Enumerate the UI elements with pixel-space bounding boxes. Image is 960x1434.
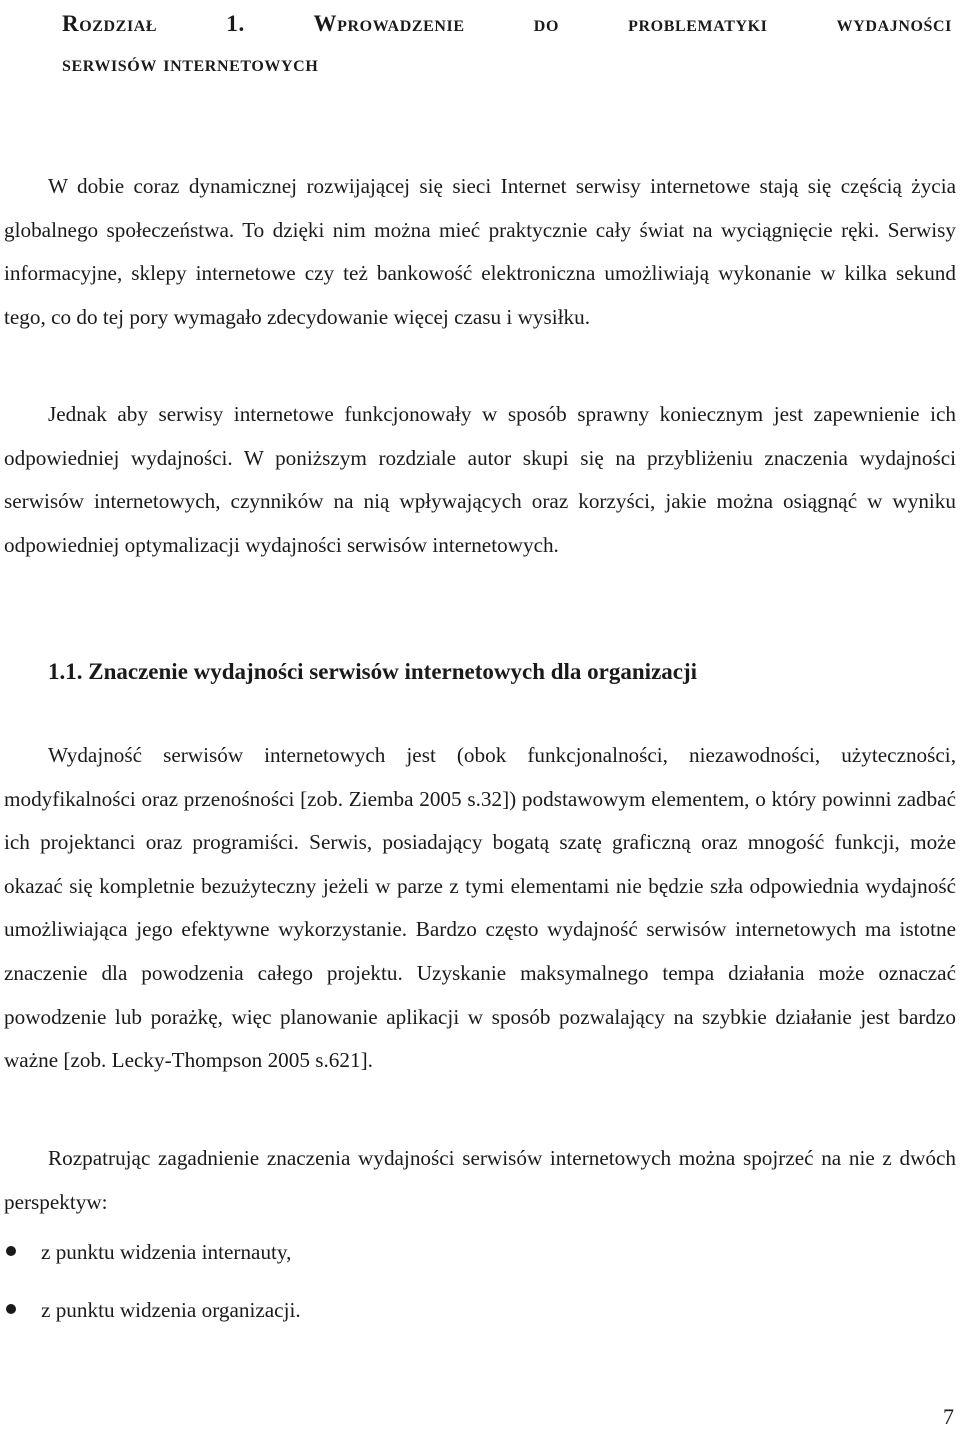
paragraph-intro: W dobie coraz dynamicznej rozwijającej się sieci Internet serwisy internetowe stają się częścią życia globalnego społeczeństwa. To dzięki nim można mieć praktycznie cały świat na wyciągnięcie ręki. Serwisy informacyjne, sklepy internetowe czy też bankowość elektroniczna umożliwiają wykonanie w kilka sekund tego, co do tej pory wymagało zdecydowanie więcej czasu i wysiłku. <box>4 174 956 329</box>
paragraph-chapter-scope: Jednak aby serwisy internetowe funkcjonowały w sposób sprawny koniecznym jest zapewnienie ich odpowiedniej wydajności. W poniższym rozdziale autor skupi się na przybliżeniu znaczenia wydajności serwisów internetowych, czynników na nią wpływających oraz korzyści, jakie można osiągnąć w wyniku odpowiedniej optymalizacji wydajności serwisów internetowych. <box>4 402 956 557</box>
chapter-heading: Rozdział 1. Wprowadzenie do problematyki wydajności <box>62 11 952 36</box>
page-number: 7 <box>943 1404 954 1429</box>
paragraph-performance-importance: Wydajność serwisów internetowych jest (obok funkcjonalności, niezawodności, użyteczności, modyfikalności oraz przenośności [zob. Ziemba 2005 s.32]) podstawowym elementem, o który powinni zadbać ich projektanci oraz programiści. Serwis, posiadający bogatą szatę graficzną oraz mnogość funkcji, może okazać się kompletnie bezużyteczny jeżeli w parze z tymi elementami nie będzie szła odpowiednia wydajność umożliwiająca jego efektywne wykorzystanie. Bardzo często wydajność serwisów internetowych ma istotne znaczenie dla powodzenia całego projektu. Uzyskanie maksymalnego tempa działania może oznaczać powodzenie lub porażkę, więc planowanie aplikacji w sposób pozwalający na szybkie działanie jest bardzo ważne [zob. Lecky-Thompson 2005 s.621]. <box>4 743 956 1073</box>
list-item-text: z punktu widzenia internauty, <box>41 1240 292 1264</box>
bullet-icon <box>6 1246 16 1256</box>
bullet-icon <box>6 1304 16 1314</box>
paragraph-perspectives: Rozpatrując zagadnienie znaczenia wydajności serwisów internetowych można spojrzeć na nie z dwóch perspektyw: <box>4 1146 956 1214</box>
chapter-heading-continuation: serwisów internetowych <box>62 51 319 76</box>
section-heading: 1.1. Znaczenie wydajności serwisów internetowych dla organizacji <box>48 659 698 684</box>
list-item-text: z punktu widzenia organizacji. <box>41 1298 301 1322</box>
